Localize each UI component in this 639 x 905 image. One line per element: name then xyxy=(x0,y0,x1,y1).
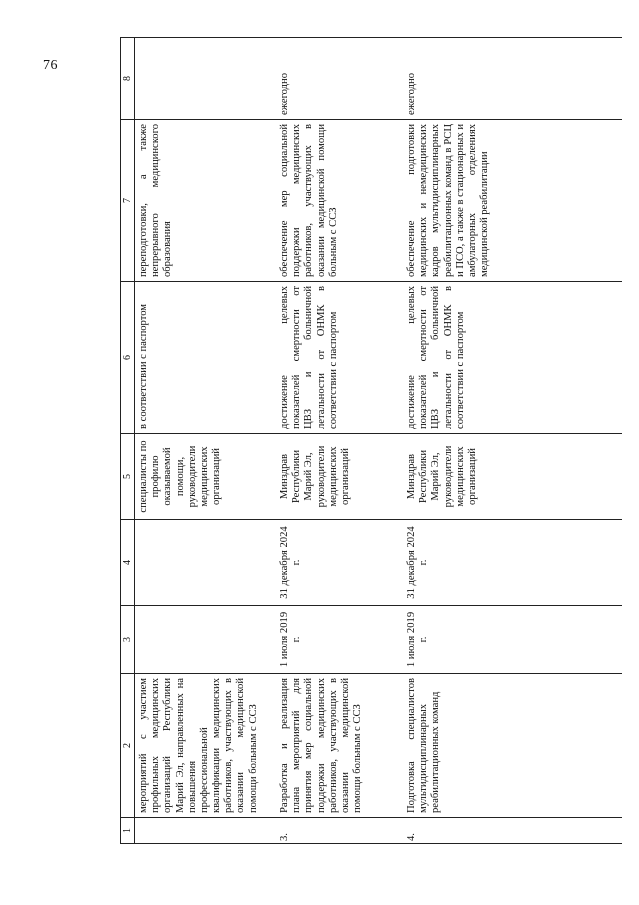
event-cell: Разработка и реализация плана мероприятий для принятия мер социальной поддержки медицинских работников, участвующих в оказании медицинской помощи больным с ССЗ xyxy=(276,674,403,818)
col-header-6: 6 xyxy=(121,282,135,434)
end-date-cell xyxy=(135,520,277,606)
start-date-cell xyxy=(135,606,277,674)
responsible-cell: Минздрав Республики Марий Эл, руководители медицинских организаций xyxy=(403,434,622,520)
result-cell: обеспечение подготовки медицинских и немедицинских кадров мультидисциплинарных реабилитационных команд в РСЦ и ПСО, а также в стационарных и амбулаторных отделениях медицинской реабилитации xyxy=(403,120,622,282)
rotated-table-container xyxy=(120,38,639,844)
col-header-5: 5 xyxy=(121,434,135,520)
row-number: 3. xyxy=(276,818,403,844)
indicators-cell: достижение целевых показателей смертности от ЦВЗ и больничной летальности от ОНМК в соответствии с паспортом xyxy=(276,282,403,434)
table-row xyxy=(276,38,403,844)
indicators-cell: достижение целевых показателей смертности от ЦВЗ и больничной летальности от ОНМК в соответствии с паспортом xyxy=(403,282,622,434)
row-number xyxy=(135,818,277,844)
start-date-cell: 1 июля 2019 г. xyxy=(276,606,403,674)
end-date-cell: 31 декабря 2024 г. xyxy=(276,520,403,606)
frequency-cell: ежегодно xyxy=(403,38,622,120)
event-cell: мероприятий с участием профильных медицинских организаций Республики Марий Эл, направленных на повышения профессиональной квалификации медицинских работников, участвующих в оказании медицинской помощи больным с ССЗ xyxy=(135,674,277,818)
indicators-cell: в соответствии с паспортом xyxy=(135,282,277,434)
plan-table xyxy=(120,37,622,844)
col-header-7: 7 xyxy=(121,120,135,282)
responsible-cell: специалисты по профилю оказываемой помощи, руководители медицинских организаций xyxy=(135,434,277,520)
event-cell: Подготовка специалистов мультидисциплинарных реабилитационных команд xyxy=(403,674,622,818)
frequency-cell: ежегодно xyxy=(276,38,403,120)
col-header-8: 8 xyxy=(121,38,135,120)
end-date-cell: 31 декабря 2024 г. xyxy=(403,520,622,606)
col-header-3: 3 xyxy=(121,606,135,674)
col-header-4: 4 xyxy=(121,520,135,606)
result-cell: переподготовки, а также непрерывного медицинского образования xyxy=(135,120,277,282)
frequency-cell xyxy=(135,38,277,120)
row-number: 4. xyxy=(403,818,622,844)
responsible-cell: Минздрав Республики Марий Эл, руководители медицинских организаций xyxy=(276,434,403,520)
page-number: 76 xyxy=(43,58,58,73)
col-header-2: 2 xyxy=(121,674,135,818)
result-cell: обеспечение мер социальной поддержки медицинских работников, участвующих в оказании медицинской помощи больным с ССЗ xyxy=(276,120,403,282)
table-row xyxy=(403,38,622,844)
col-header-1: 1 xyxy=(121,818,135,844)
table-row xyxy=(135,38,277,844)
header-row xyxy=(121,38,135,844)
start-date-cell: 1 июля 2019 г. xyxy=(403,606,622,674)
